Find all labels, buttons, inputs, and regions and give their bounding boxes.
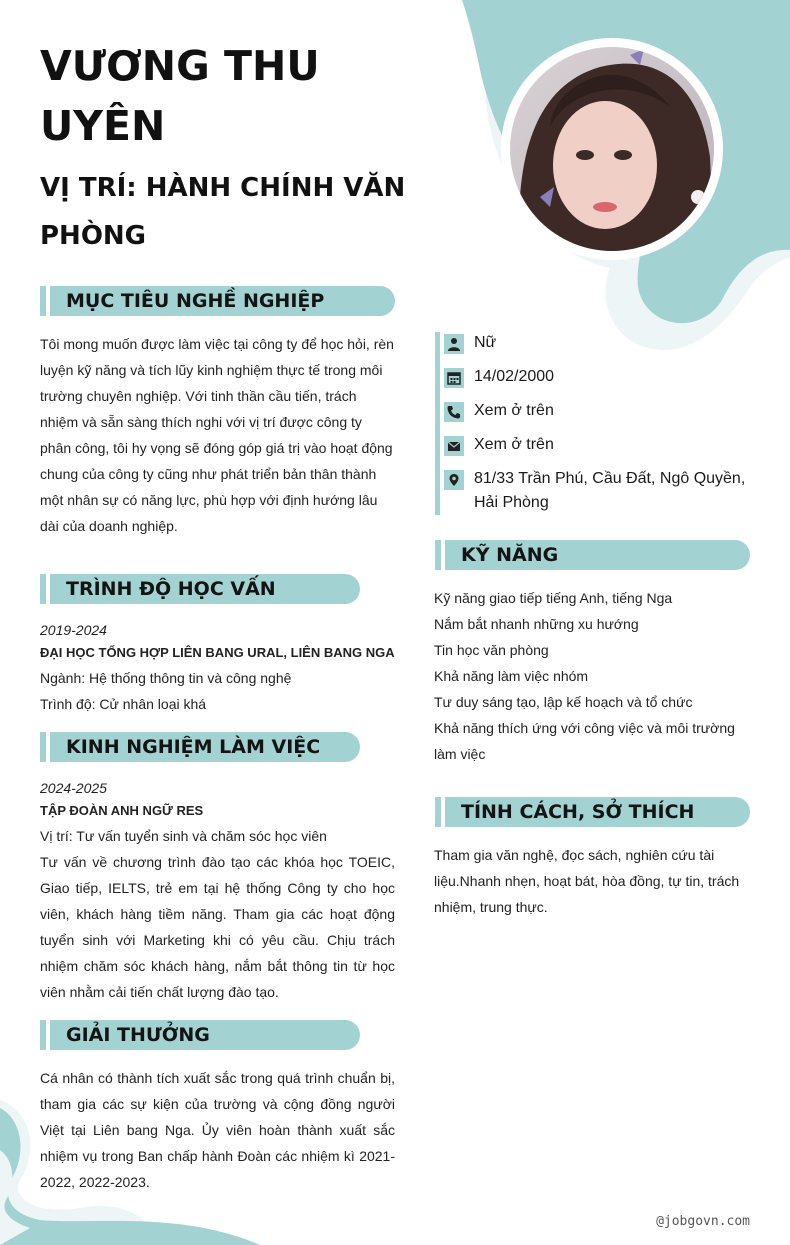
phone-icon — [444, 402, 464, 422]
experience-description: Tư vấn về chương trình đào tạo các khóa học TOEIC, Giao tiếp, IELTS, trẻ em tại hệ thống Công ty cho học viên, khách hàng tiềm năng. Tham gia các hoạt động tuyển sinh với Marketing khi có yêu cầu. Chịu trách nhiệm chăm sóc khách hàng, nắm bắt thông tin từ học viên nhằm cải tiến chất lượng đào tạo. — [40, 854, 395, 1000]
job-position: VỊ TRÍ: HÀNH CHÍNH VĂN PHÒNG — [40, 173, 406, 251]
skill-item: Khả năng thích ứng với công việc và môi trường làm việc — [434, 720, 735, 762]
avatar — [510, 47, 714, 251]
candidate-name: VƯƠNG THU UYÊN — [40, 42, 320, 150]
education-degree: Trình độ: Cử nhân loại khá — [40, 696, 207, 712]
skill-item: Tin học văn phòng — [434, 642, 549, 658]
education-period: 2019-2024 — [40, 622, 107, 638]
skills-header — [435, 540, 750, 570]
skill-item: Kỹ năng giao tiếp tiếng Anh, tiếng Nga — [434, 590, 673, 606]
contact-birthday: 14/02/2000 — [474, 368, 555, 385]
experience-period: 2024-2025 — [40, 780, 107, 796]
personality-text: Tham gia văn nghệ, đọc sách, nghiên cứu tài liệu.Nhanh nhẹn, hoạt bát, hòa đồng, tự tin, trách nhiệm, trung thực. — [434, 847, 740, 915]
contact-address: 81/33 Trần Phú, Cầu Đất, Ngô Quyền, Hải Phòng — [474, 470, 746, 511]
experience-role: Vị trí: Tư vấn tuyển sinh và chăm sóc học viên — [40, 828, 327, 844]
skill-item: Tư duy sáng tạo, lập kế hoạch và tổ chức — [434, 694, 693, 710]
objective-text: Tôi mong muốn được làm việc tại công ty để học hỏi, rèn luyện kỹ năng và tích lũy kinh nghiệm thực tế trong môi trường chuyên nghiệp. Với tinh thần cầu tiến, trách nhiệm và sẵn sàng thích nghi với vị trí được công ty phân công, tôi hy vọng sẽ đóng góp giá trị vào hoạt động chung của công ty cũng như phát triển bản thân thành một nhân sự có năng lực, phù hợp với định hướng lâu dài của doanh nghiệp. — [40, 336, 394, 534]
watermark: @jobgovn.com — [656, 1214, 750, 1229]
education-title: TRÌNH ĐỘ HỌC VẤN — [66, 578, 276, 600]
education-major: Ngành: Hệ thống thông tin và công nghệ — [40, 670, 292, 686]
skill-item: Nắm bắt nhanh những xu hướng — [434, 616, 639, 632]
skills-title: KỸ NĂNG — [461, 544, 559, 566]
contact-accent-bar — [435, 332, 440, 515]
contact-gender: Nữ — [474, 334, 497, 351]
education-header — [40, 574, 360, 604]
person-icon — [444, 334, 464, 354]
contact-email: Xem ở trên — [474, 436, 554, 453]
awards-header — [40, 1020, 360, 1050]
objective-title: MỤC TIÊU NGHỀ NGHIỆP — [66, 290, 325, 312]
email-icon — [444, 436, 464, 456]
contact-phone: Xem ở trên — [474, 402, 554, 419]
calendar-icon — [444, 368, 464, 388]
personality-header — [435, 797, 750, 827]
location-icon — [444, 470, 464, 490]
awards-title: GIẢI THƯỞNG — [66, 1024, 210, 1046]
personality-title: TÍNH CÁCH, SỞ THÍCH — [461, 801, 695, 823]
experience-title: KINH NGHIỆM LÀM VIỆC — [66, 736, 321, 758]
experience-company: TẬP ĐOÀN ANH NGỮ RES — [40, 803, 204, 818]
experience-header — [40, 732, 360, 762]
objective-header — [40, 286, 395, 316]
education-school: ĐẠI HỌC TỔNG HỢP LIÊN BANG URAL, LIÊN BANG NGA — [40, 645, 395, 660]
skill-item: Khả năng làm việc nhóm — [434, 668, 589, 684]
awards-text: Cá nhân có thành tích xuất sắc trong quá trình chuẩn bị, tham gia các sự kiện của trường và cộng đồng người Việt tại Liên bang Nga. Ủy viên hoàn thành xuất sắc nhiệm vụ trong Ban chấp hành Đoàn các nhiệm kì 2021-2022, 2022-2023. — [40, 1070, 395, 1190]
